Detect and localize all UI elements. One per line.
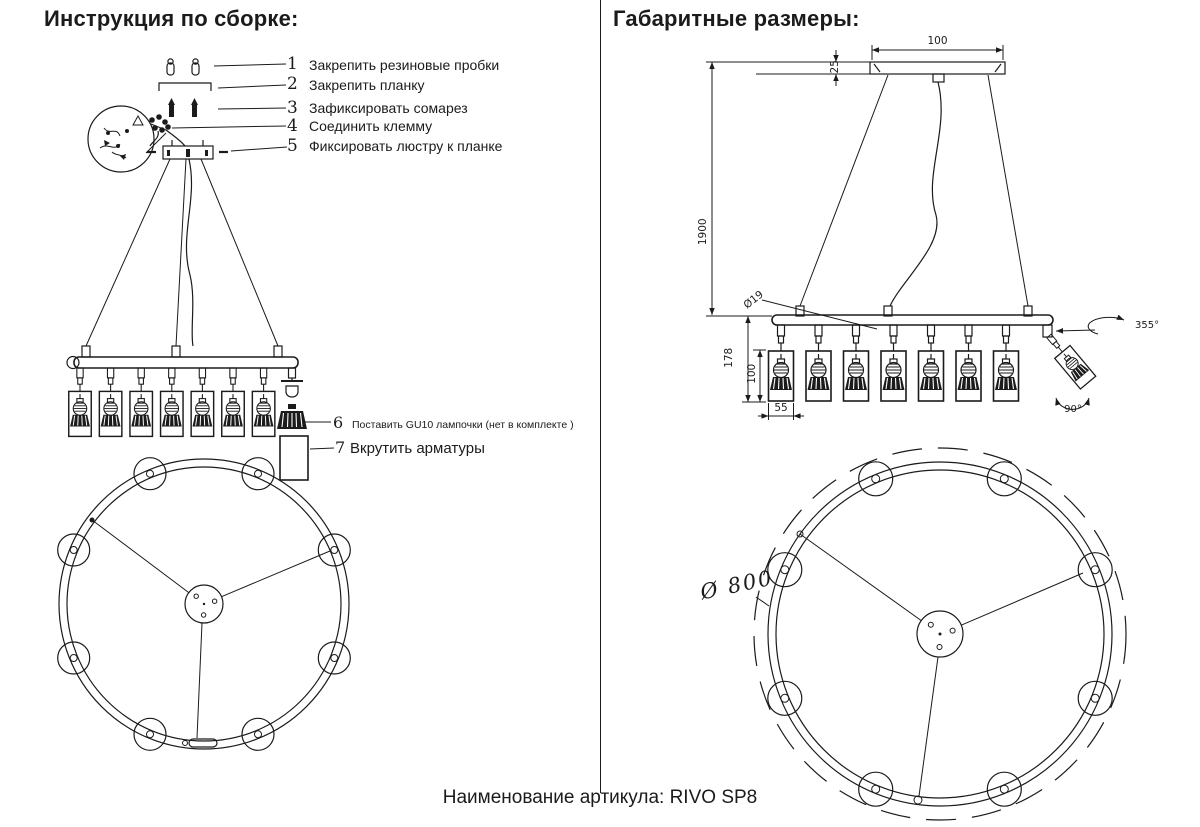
step-5-label: Фиксировать люстру к планке bbox=[309, 138, 503, 154]
canopy-top-view-dim bbox=[917, 611, 963, 657]
step-6-number: 6 bbox=[333, 413, 344, 432]
step-4-label: Соединить клемму bbox=[309, 118, 433, 134]
tilted-lamp bbox=[1041, 325, 1095, 389]
step-4-number: 4 bbox=[287, 116, 298, 136]
wiring-detail-bubble bbox=[88, 106, 166, 172]
leader-7 bbox=[310, 448, 334, 449]
step-2-label: Закрепить планку bbox=[309, 77, 425, 93]
step-1-number: 1 bbox=[287, 54, 298, 74]
suspension-bar-dim bbox=[772, 306, 1053, 325]
lamp-row-dim bbox=[769, 325, 1019, 401]
suspension-cables bbox=[86, 159, 278, 346]
rubber-plug-icon bbox=[167, 59, 199, 75]
dimension-top-view bbox=[754, 448, 1126, 820]
section-divider bbox=[600, 0, 601, 793]
canopy-top-view bbox=[185, 585, 223, 623]
dimensions-title: Габаритные размеры: bbox=[613, 6, 860, 31]
dim-shade-width: 55 bbox=[774, 402, 788, 414]
dim-plate-thickness-lines bbox=[706, 50, 870, 86]
mounting-strip-icon bbox=[159, 83, 211, 91]
gu10-bulb-icon bbox=[277, 404, 307, 429]
screw-icon bbox=[168, 98, 198, 117]
warning-triangle-icon bbox=[133, 116, 143, 125]
step-5-number: 5 bbox=[287, 136, 298, 156]
step-3-number: 3 bbox=[287, 98, 298, 118]
step-7-number: 7 bbox=[335, 438, 346, 457]
wire-terminal-icon bbox=[149, 114, 185, 146]
dim-horizontal-rotation: 355° bbox=[1135, 320, 1160, 331]
dim-plate-thickness: 25 bbox=[829, 60, 842, 74]
step-1-label: Закрепить резиновые пробки bbox=[309, 57, 500, 73]
dim-suspension-height-lines bbox=[706, 62, 772, 316]
assembly-top-view bbox=[58, 458, 351, 751]
leader-4 bbox=[172, 126, 286, 128]
suspension-cables-dim bbox=[800, 75, 1028, 306]
socket-cup-icon bbox=[286, 386, 298, 397]
ceiling-plate bbox=[147, 140, 228, 159]
mounting-plate bbox=[870, 62, 1005, 82]
step-3-label: Зафиксировать сомарез bbox=[309, 100, 468, 116]
dim-plate-width: 100 bbox=[927, 35, 948, 47]
shade-cylinder-icon bbox=[280, 436, 308, 480]
dim-vertical-rotation: 90° bbox=[1064, 404, 1082, 415]
article-name: Наименование артикула: RIVO SP8 bbox=[442, 787, 758, 808]
dimension-drawing bbox=[706, 45, 1126, 820]
dim-shade-height: 100 bbox=[746, 363, 759, 384]
dim-ring-diameter: Ø 800 bbox=[698, 565, 776, 605]
ring-diameter-leader bbox=[756, 597, 769, 606]
lamp-row bbox=[69, 368, 275, 436]
leader-1 bbox=[214, 64, 286, 66]
assembly-diagram bbox=[58, 59, 351, 750]
rotation-355-icon bbox=[1056, 317, 1124, 334]
leader-3 bbox=[218, 108, 286, 109]
exploded-lamp-parts bbox=[277, 368, 334, 480]
dim-lamp-total-height: 178 bbox=[723, 347, 736, 368]
dim-suspension-height: 1900 bbox=[697, 218, 710, 246]
suspension-bar bbox=[67, 346, 298, 369]
step-2-number: 2 bbox=[287, 74, 298, 94]
dim-tube-diameter: Ø19 bbox=[741, 288, 766, 312]
power-cord bbox=[186, 159, 193, 346]
step-7-label: Вкрутить арматуры bbox=[350, 440, 485, 457]
step-6-label: Поставить GU10 лампочки (нет в комплекте ) bbox=[352, 419, 574, 431]
leader-5 bbox=[231, 147, 287, 151]
leader-2 bbox=[218, 85, 286, 88]
assembly-title: Инструкция по сборке: bbox=[44, 6, 299, 31]
